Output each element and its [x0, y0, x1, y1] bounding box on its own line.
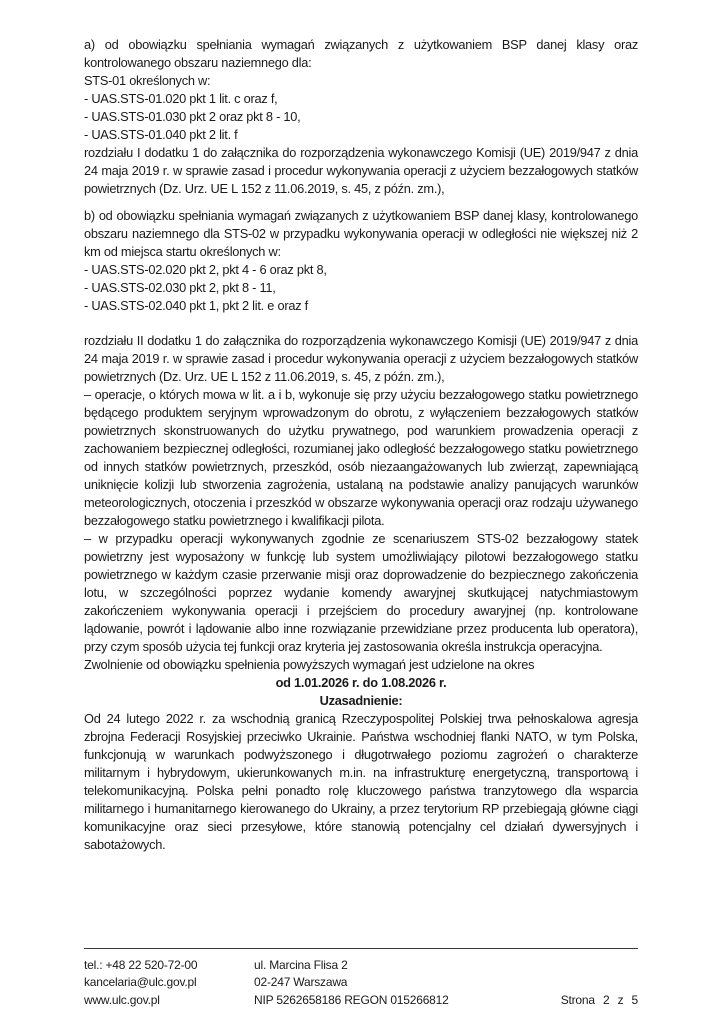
section-a-scenario-label: STS-01 określonych w: — [84, 73, 211, 88]
footer — [84, 948, 638, 1010]
section-a-item: - UAS.STS-01.020 pkt 1 lit. c oraz f, — [84, 91, 278, 106]
footer-phone: tel.: +48 22 520-72-00 — [84, 957, 198, 972]
section-a — [84, 36, 638, 198]
footer-contact-column — [84, 957, 254, 1010]
footer-tax-ids: NIP 5262658186 REGON 015266812 — [254, 992, 449, 1007]
section-b-item: - UAS.STS-02.040 pkt 1, pkt 2 lit. e oraz f — [84, 298, 308, 313]
exemption-statement: Zwolnienie od obowiązku spełnienia powyższych wymagań jest udzielone na okres — [84, 657, 535, 672]
justification-heading: Uzasadnienie: — [319, 693, 403, 708]
footer-address-street: ul. Marcina Flisa 2 — [254, 957, 348, 972]
justification-paragraph: Od 24 lutego 2022 r. za wschodnią granicą Rzeczypospolitej Polskiej trwa pełnoskalowa agresja zbrojna Federacji Rosyjskiej przeciwko Ukrainie. Państwa wschodniej flanki NATO, w tym Polska, funkcjonują w warunkach podwyższonego i długotrwałego poziomu zagrożeń o charakterze militarnym i hybrydowym, ukierunkowanych m.in. na infrastrukturę energetyczną, transportową i telekomunikacyjną. Polska pełni ponadto rolę kluczowego państwa tranzytowego dla wsparcia militarnego i humanitarnego kierowanego do Ukrainy, a przez terytorium RP przebiegają główne ciągi komunikacyjne oraz sieci przesyłowe, które stanowią potencjalny cel działań dywersyjnych i sabotażowych. — [84, 711, 638, 852]
section-a-intro: a) od obowiązku spełniania wymagań związanych z użytkowaniem BSP danej klasy oraz kontrolowanego obszaru naziemnego dla: — [84, 37, 638, 70]
condition-paragraph-1: – operacje, o których mowa w lit. a i b, wykonuje się przy użyciu bezzałogowego statku powietrznego będącego produktem seryjnym wprowadzonym do obrotu, z wyłączeniem bezzałogowych statków powietrznych skonstruowanych do użytku prywatnego, pod warunkiem prowadzenia operacji z zachowaniem bezpiecznej odległości, rozumianej jako odległość bezzałogowego statku powietrznego od innych statków powietrznych, przeszkód, osób niezaangażowanych lub zwierząt, zapewniającą uniknięcie kolizji lub stworzenia zagrożenia, ustalaną na podstawie analizy panujących warunków meteorologicznych, otoczenia i przeszkód w obszarze wykonywania operacji oraz rodzaju używanego bezzałogowego statku powietrznego i kwalifikacji pilota. — [84, 387, 638, 528]
section-b-item: - UAS.STS-02.030 pkt 2, pkt 8 - 11, — [84, 280, 276, 295]
footer-email: kancelaria@ulc.gov.pl — [84, 975, 197, 989]
section-b-intro: b) od obowiązku spełniania wymagań związanych z użytkowaniem BSP danej klasy, kontrolowanego obszaru naziemnego dla STS-02 w przypadku wykonywania operacji w odległości nie większej niż 2 km od miejsca startu określonych w: — [84, 208, 638, 259]
section-b-item: - UAS.STS-02.020 pkt 2, pkt 4 - 6 oraz pkt 8, — [84, 262, 327, 277]
footer-address-city: 02-247 Warszawa — [254, 975, 348, 989]
section-a-legal-ref: rozdziału I dodatku 1 do załącznika do rozporządzenia wykonawczego Komisji (UE) 2019/947 z dnia 24 maja 2019 r. w sprawie zasad i procedur wykonywania operacji z użyciem bezzałogowych statków powietrznych (Dz. Urz. UE L 152 z 11.06.2019, s. 45, z późn. zm.), — [84, 145, 638, 196]
section-a-item: - UAS.STS-01.030 pkt 2 oraz pkt 8 - 10, — [84, 109, 301, 124]
footer-address-column — [254, 957, 561, 1010]
section-b-legal-ref: rozdziału II dodatku 1 do załącznika do rozporządzenia wykonawczego Komisji (UE) 2019/947 z dnia 24 maja 2019 r. w sprawie zasad i procedur wykonywania operacji z użyciem bezzałogowych statków powietrznych (Dz. Urz. UE L 152 z 11.06.2019, s. 45, z późn. zm.), — [84, 333, 638, 384]
page-number: Strona 2 z 5 — [560, 992, 638, 1007]
condition-paragraph-2: – w przypadku operacji wykonywanych zgodnie ze scenariuszem STS-02 bezzałogowy statek powietrzny jest wyposażony w funkcję lub system umożliwiający pilotowi bezzałogowego statku powietrznego w każdym czasie przerwanie misji oraz doprowadzenie do bezpiecznego zakończenia lotu, w szczególności poprzez wydanie komendy awaryjnej skutkującej natychmiastowym zakończeniem wykonywania operacji i przejściem do procedury awaryjnej (np. kontrolowane lądowanie, powrót i lądowanie albo inne rozwiązanie przewidziane przez producenta lub operatora), przy czym sposób użycia tej funkcji oraz kryteria jej zastosowania określa instrukcja operacyjna. — [84, 531, 638, 654]
footer-website: www.ulc.gov.pl — [84, 992, 160, 1007]
document-body — [84, 36, 638, 854]
exemption-period: od 1.01.2026 r. do 1.08.2026 r. — [275, 675, 447, 690]
section-a-item: - UAS.STS-01.040 pkt 2 lit. f — [84, 127, 238, 142]
section-b — [84, 207, 638, 315]
